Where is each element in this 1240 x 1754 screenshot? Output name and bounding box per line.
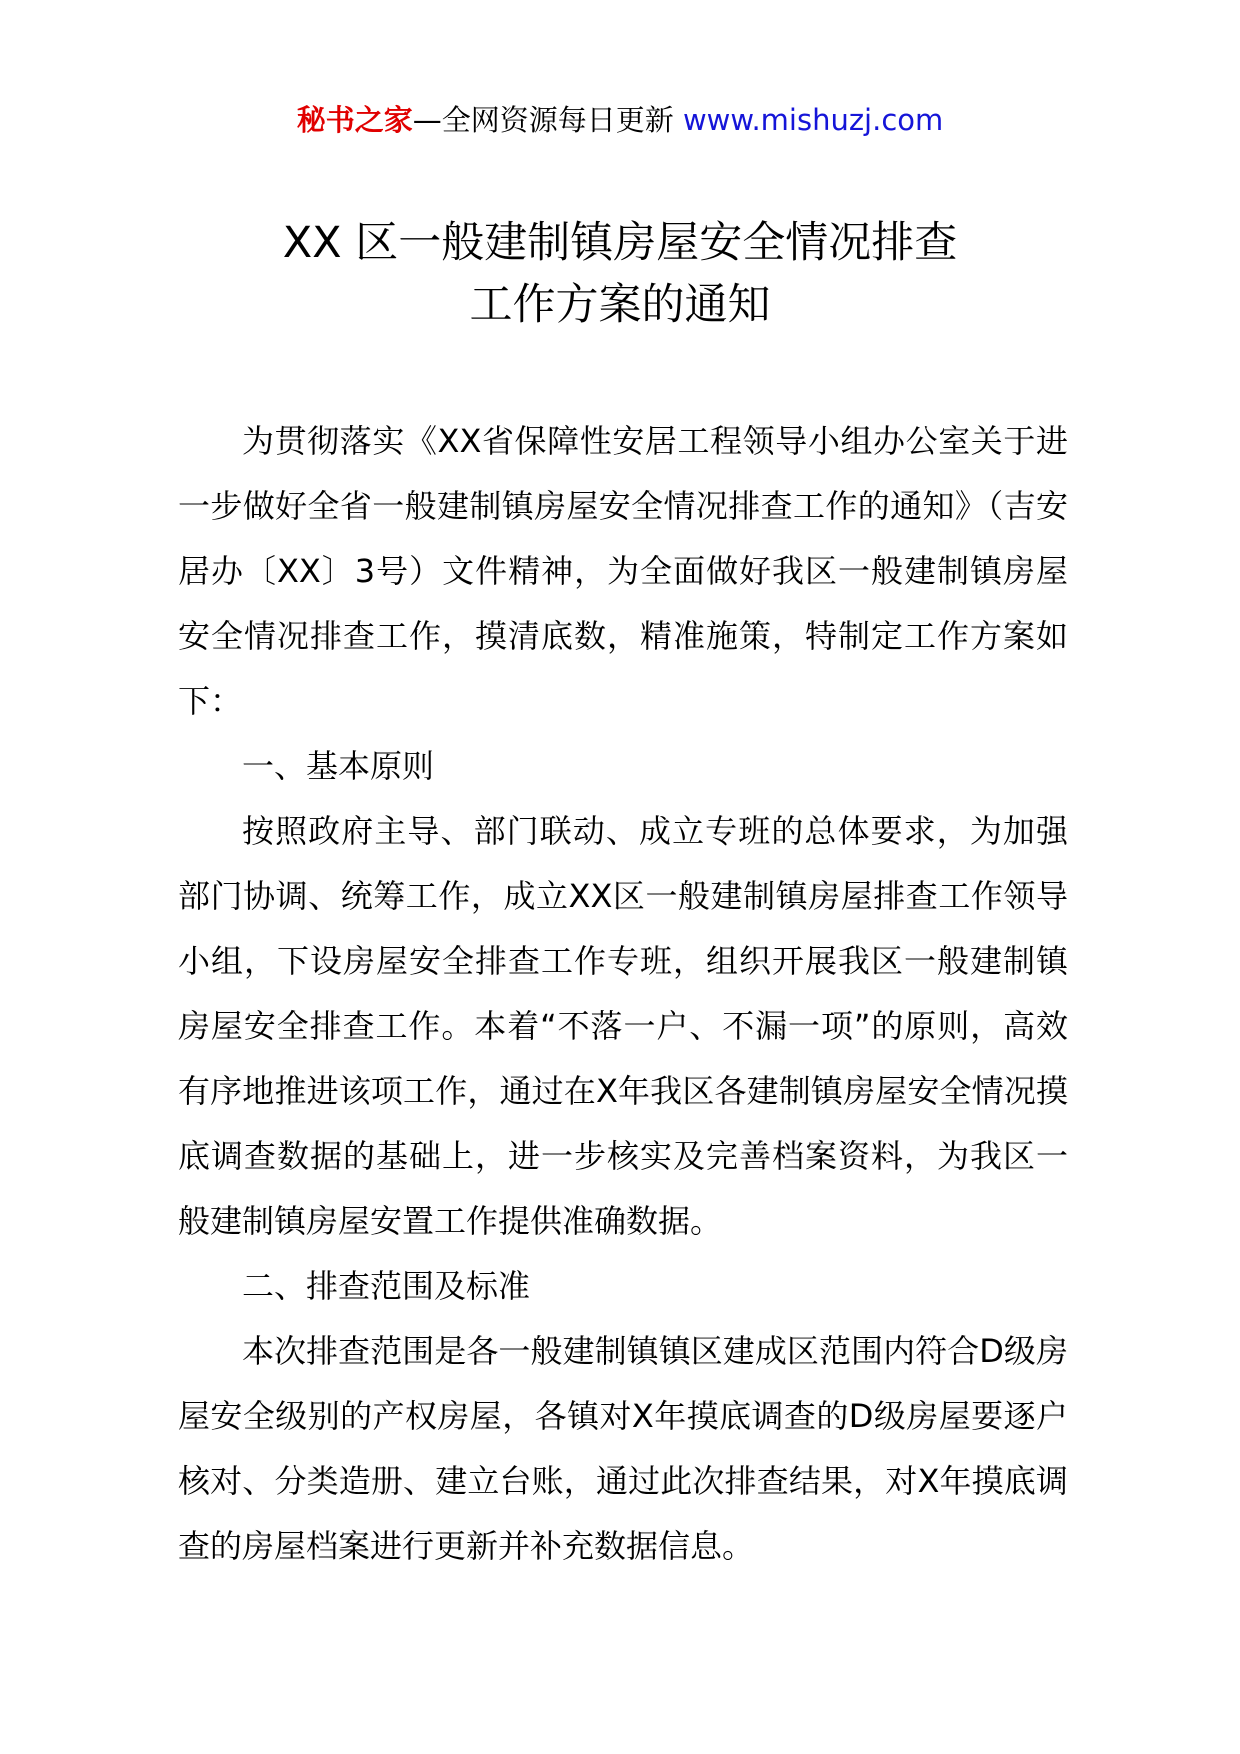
document-body [178,409,1068,1579]
section-1-paragraph: 按照政府主导、部门联动、成立专班的总体要求，为加强部门协调、统筹工作，成立XX区一般建制镇房屋排查工作领导小组，下设房屋安全排查工作专班，组织开展我区一般建制镇房屋安全排查工作。本着“不落一户、不漏一项”的原则，高效有序地推进该项工作，通过在X年我区各建制镇房屋安全情况摸底调查数据的基础上，进一步核实及完善档案资料，为我区一般建制镇房屋安置工作提供准确数据。 [178,812,1068,1240]
title-line-1: XX 区一般建制镇房屋安全情况排查 [282,218,958,268]
site-url-link[interactable]: www.mishuzj.com [682,103,944,137]
section-2-paragraph: 本次排查范围是各一般建制镇镇区建成区范围内符合D级房屋安全级别的产权房屋，各镇对X年摸底调查的D级房屋要逐户核对、分类造册、建立台账，通过此次排查结果，对X年摸底调查的房屋档案进行更新并补充数据信息。 [178,1332,1068,1565]
section-1-heading: 一、基本原则 [242,747,435,785]
document-title [0,212,1240,336]
title-line-2: 工作方案的通知 [469,280,771,330]
brand-name: 秘书之家 [296,103,413,137]
intro-paragraph: 为贯彻落实《XX省保障性安居工程领导小组办公室关于进一步做好全省一般建制镇房屋安全情况排查工作的通知》（吉安居办〔XX〕3号）文件精神，为全面做好我区一般建制镇房屋安全情况排查工作，摸清底数，精准施策，特制定工作方案如下： [178,422,1068,720]
slogan: —全网资源每日更新 [412,103,683,137]
header-banner [0,100,1240,140]
section-2-heading: 二、排查范围及标准 [242,1267,531,1305]
